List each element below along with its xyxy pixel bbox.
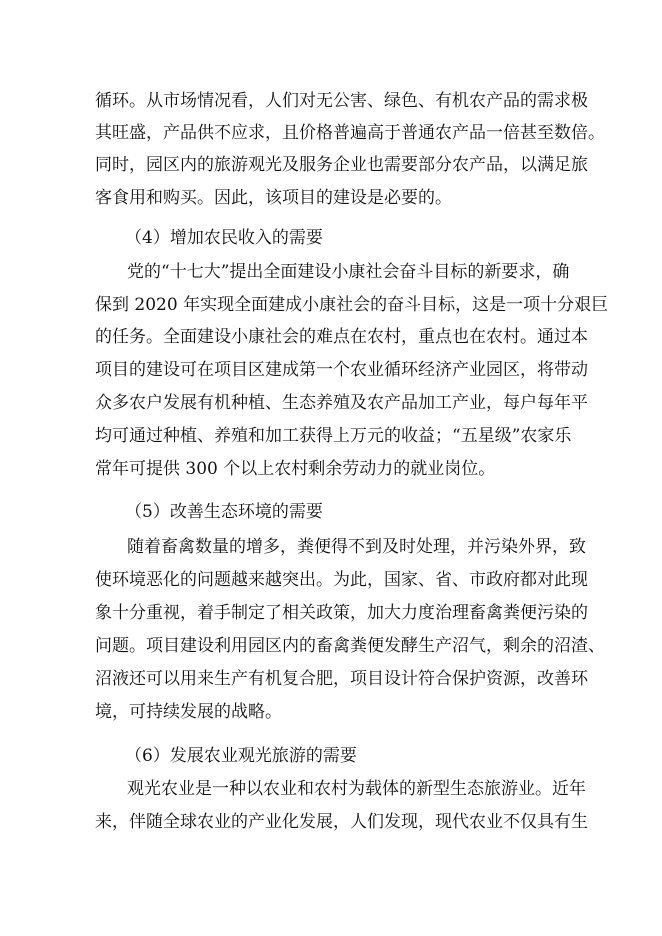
line-text: 项目的建设可在项目区建成第一个农业循环经济产业园区，将带动 <box>95 360 588 380</box>
line-text: 随着畜禽数量的增多，粪便得不到及时处理，并污染外界，致 <box>127 537 586 557</box>
body-line <box>0 774 662 804</box>
section-heading <box>0 497 662 527</box>
body-line <box>0 664 662 694</box>
body-line <box>0 183 662 213</box>
line-text: 象十分重视，着手制定了相关政策，加大力度治理畜禽粪便污染的 <box>95 603 588 623</box>
line-text: 党的“十七大”提出全面建设小康社会奋斗目标的新要求，确 <box>127 262 570 282</box>
body-line <box>0 454 662 484</box>
line-text: 使环境恶化的问题越来越突出。为此，国家、省、市政府都对此现 <box>95 570 588 590</box>
line-text: 的任务。全面建设小康社会的难点在农村，重点也在农村。通过本 <box>95 327 588 347</box>
line-text: 问题。项目建设利用园区内的畜禽粪便发酵生产沼气，剩余的沼渣、 <box>95 636 605 656</box>
body-line <box>0 388 662 418</box>
section-heading <box>0 741 662 771</box>
line-text: 沼液还可以用来生产有机复合肥，项目设计符合保护资源，改善环 <box>95 669 588 689</box>
body-line <box>0 631 662 661</box>
body-line <box>0 697 662 727</box>
body-line <box>0 421 662 451</box>
body-line <box>0 150 662 180</box>
line-text: 境，可持续发展的战略。 <box>95 702 282 722</box>
line-text: 客食用和购买。因此，该项目的建设是必要的。 <box>95 188 452 208</box>
body-line <box>0 598 662 628</box>
heading-text: （5）改善生态环境的需要 <box>125 502 323 522</box>
section-heading <box>0 223 662 253</box>
body-line <box>0 565 662 595</box>
body-line <box>0 86 662 116</box>
line-text: 众多农户发展有机种植、生态养殖及农产品加工产业，每户每年平 <box>95 393 588 413</box>
line-text: 保到 2020 年实现全面建成小康社会的奋斗目标，这是一项十分艰巨 <box>95 295 609 315</box>
line-text: 来，伴随全球农业的产业化发展，人们发现，现代农业不仅具有生 <box>95 812 588 832</box>
body-line <box>0 322 662 352</box>
heading-text: （6）发展农业观光旅游的需要 <box>125 746 357 766</box>
heading-text: （4）增加农民收入的需要 <box>125 228 323 248</box>
line-text: 其旺盛，产品供不应求，且价格普遍高于普通农产品一倍甚至数倍。 <box>95 123 605 143</box>
line-text: 常年可提供 300 个以上农村剩余劳动力的就业岗位。 <box>95 459 496 479</box>
body-line <box>0 807 662 837</box>
body-line <box>0 257 662 287</box>
line-text: 观光农业是一种以农业和农村为载体的新型生态旅游业。近年 <box>127 779 586 799</box>
body-line <box>0 532 662 562</box>
body-line <box>0 118 662 148</box>
line-text: 均可通过种植、养殖和加工获得上万元的收益；“五星级”农家乐 <box>95 426 572 446</box>
line-text: 循环。从市场情况看，人们对无公害、绿色、有机农产品的需求极 <box>95 91 588 111</box>
body-line <box>0 355 662 385</box>
line-text: 同时，园区内的旅游观光及服务企业也需要部分农产品，以满足旅 <box>95 155 588 175</box>
body-line <box>0 290 662 320</box>
